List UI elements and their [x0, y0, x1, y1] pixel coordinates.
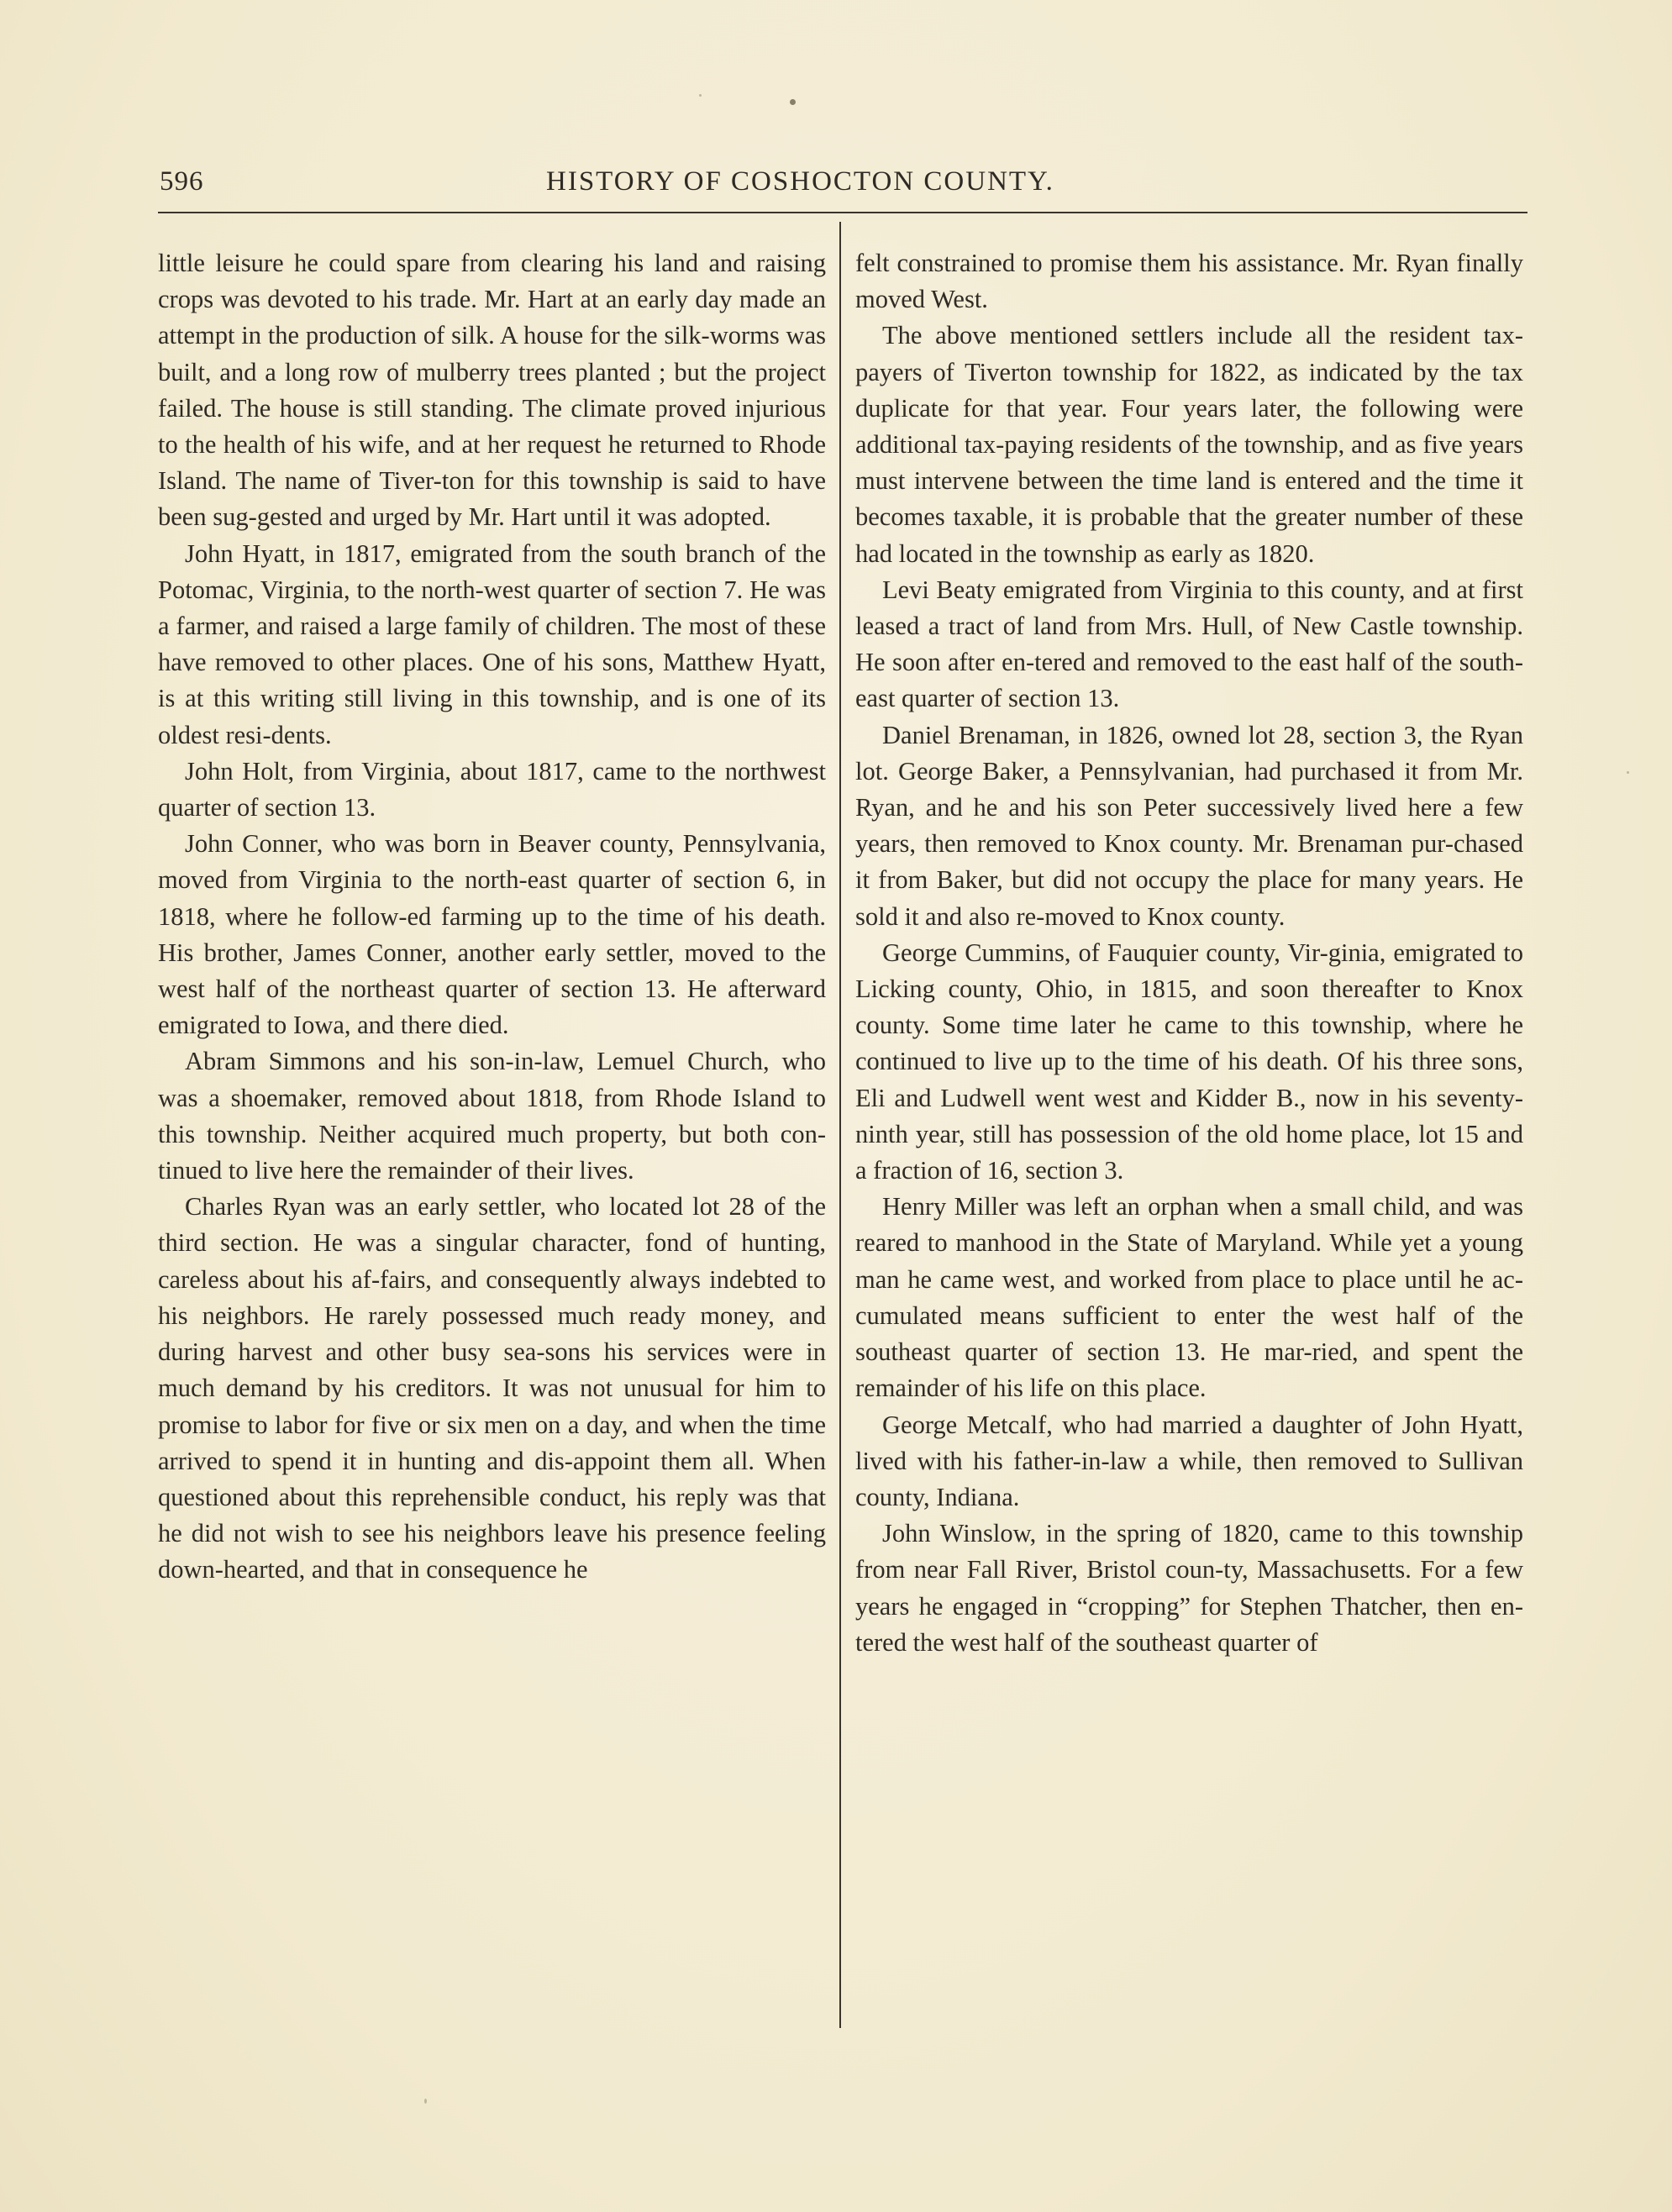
column-divider: [839, 222, 841, 2028]
ink-speck: [699, 94, 702, 97]
paragraph: The above mentioned settlers include all the resident tax-payers of Tiverton township for 1822, as indicated by the tax duplicate for that year. Four years later, the following were additional tax-paying residents of the township, and as five years must intervene between the time land is entered and the time it becomes taxable, it is probable that the greater number of these had located in the township as early as 1820.: [855, 321, 1523, 568]
paragraph: Charles Ryan was an early settler, who located lot 28 of the third section. He was a singular character, fond of hunting, careless about his af-fairs, and consequently always indebted to his neighbors. He rarely possessed much ready money, and during harvest and other busy sea-sons his services were in much demand by his creditors. It was not unusual for him to promise to labor for five or six men on a day, and when the time arrived to spend it in hunting and dis-appoint them all. When questioned about this reprehensible conduct, his reply was that he did not wish to see his neighbors leave his presence feeling down-hearted, and that in consequence he: [158, 1192, 826, 1584]
paragraph: John Hyatt, in 1817, emigrated from the south branch of the Potomac, Virginia, to the north-west quarter of section 7. He was a farmer, and raised a large family of children. The most of these have removed to other places. One of his sons, Matthew Hyatt, is at this writing still living in this township, and is one of its oldest resi-dents.: [158, 539, 826, 749]
paragraph: George Metcalf, who had married a daughter of John Hyatt, lived with his father-in-law a while, then removed to Sullivan county, Indiana.: [855, 1410, 1523, 1511]
paragraph: Abram Simmons and his son-in-law, Lemuel Church, who was a shoemaker, removed about 1818, from Rhode Island to this township. Neither acquired much property, but both con-tinued to live here the remainder of their lives.: [158, 1047, 826, 1185]
paragraph: Levi Beaty emigrated from Virginia to this county, and at first leased a tract of land from Mrs. Hull, of New Castle township. He soon after en-tered and removed to the east half of the south-east quarter of section 13.: [855, 575, 1523, 713]
paragraph: Daniel Brenaman, in 1826, owned lot 28, section 3, the Ryan lot. George Baker, a Pennsylvanian, had purchased it from Mr. Ryan, and he and his son Peter successively lived here a few years, then removed to Knox county. Mr. Brenaman pur-chased it from Baker, but did not occupy the place for many years. He sold it and also re-moved to Knox county.: [855, 720, 1523, 931]
ink-speck: [790, 99, 796, 105]
ink-speck: [1627, 771, 1629, 774]
header-rule: [158, 212, 1527, 213]
paragraph: Henry Miller was left an orphan when a small child, and was reared to manhood in the State of Maryland. While yet a young man he came west, and worked from place to place until he ac-cumulated means sufficient to enter the west half of the southeast quarter of section 13. He mar-ried, and spent the remainder of his life on this place.: [855, 1192, 1523, 1403]
ink-speck: [424, 2099, 427, 2104]
right-column: [855, 245, 1523, 1661]
left-column: [158, 245, 826, 1589]
paragraph: John Conner, who was born in Beaver county, Pennsylvania, moved from Virginia to the north-east quarter of section 6, in 1818, where he follow-ed farming up to the time of his death. His brother, James Conner, another early settler, moved to the west half of the northeast quarter of section 13. He afterward emigrated to Iowa, and there died.: [158, 829, 826, 1040]
paragraph: John Winslow, in the spring of 1820, came to this township from near Fall River, Bristol coun-ty, Massachusetts. For a few years he engaged in “cropping” for Stephen Thatcher, then en-tered the west half of the southeast quarter of: [855, 1519, 1523, 1657]
running-head: HISTORY OF COSHOCTON COUNTY.: [546, 166, 1054, 197]
paragraph: John Holt, from Virginia, about 1817, came to the northwest quarter of section 13.: [158, 756, 826, 822]
page-number: 596: [160, 166, 204, 197]
paragraph: felt constrained to promise them his assistance. Mr. Ryan finally moved West.: [855, 249, 1523, 314]
page-header: [160, 166, 1529, 200]
paragraph: little leisure he could spare from clearing his land and raising crops was devoted to his trade. Mr. Hart at an early day made an attempt in the production of silk. A house for the silk-worms was built, and a long row of mulberry trees planted ; but the project failed. The house is still standing. The climate proved injurious to the health of his wife, and at her request he returned to Rhode Island. The name of Tiver-ton for this township is said to have been sug-gested and urged by Mr. Hart until it was adopted.: [158, 249, 826, 532]
paragraph: George Cummins, of Fauquier county, Vir-ginia, emigrated to Licking county, Ohio, in 1815, and soon thereafter to Knox county. Some time later he came to this township, where he continued to live up to the time of his death. Of his three sons, Eli and Ludwell went west and Kidder B., now in his seventy-ninth year, still has possession of the old home place, lot 15 and a fraction of 16, section 3.: [855, 938, 1523, 1185]
